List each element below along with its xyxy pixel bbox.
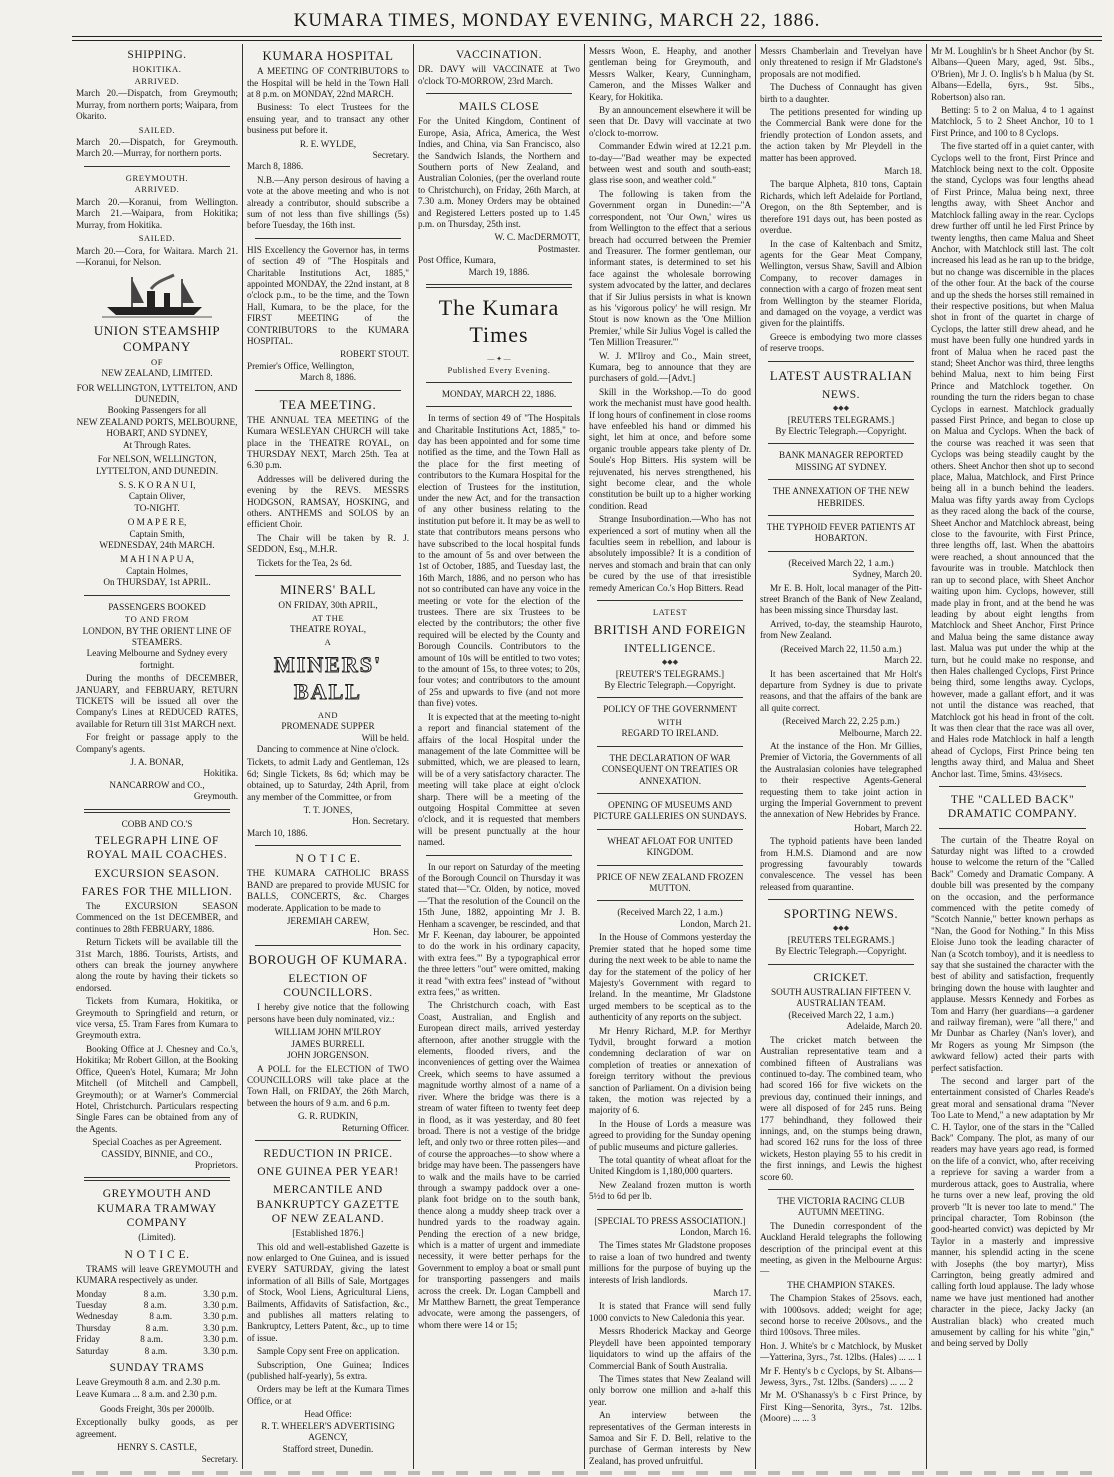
hospital-secretary: Secretary. bbox=[372, 149, 409, 160]
result-1: Hon. J. White's br c Matchlock, by Musket—Yatterina, 3yrs., 7st. 12lbs. (Hales) ... ... 1 bbox=[760, 1340, 922, 1363]
notice-heading: N O T I C E. bbox=[295, 853, 361, 866]
union-booking: Booking Passengers for all bbox=[107, 405, 207, 416]
dateline-london-2: London, March 16. bbox=[680, 1227, 751, 1238]
union-of: OF bbox=[150, 356, 164, 367]
sporting-news-heading: SPORTING NEWS. bbox=[783, 906, 899, 922]
result-3: Mr M. O'Shanassy's b c First Prince, by First King—Senorita, 3yrs., 7st. 12lbs. (Moore) ... ... 3 bbox=[760, 1390, 922, 1424]
electric-telegraph-2: By Electric Telegraph.—Copyright. bbox=[775, 946, 907, 957]
tramway-heading: GREYMOUTH AND KUMARA TRAMWAY COMPANY bbox=[97, 1188, 217, 1229]
miners-ball-date: ON FRIDAY, 30th APRIL, bbox=[278, 600, 378, 611]
agent-2: NANCARROW and CO., bbox=[109, 779, 205, 790]
editorial-p1: In terms of section 49 of "The Hospitals and Charitable Institutions Act, 1885," to-day has been appointed and for some time notified as the time, and the Town Hall as the place for the first meeting of contributors to the Kumara Hospital for the election of Trustees for the institution, under the new Act, and for the transaction of any other business relating to the institution put before it. It may be as well to state that contributors means persons who have subscribed to the local hospital funds to the amount of 5s and over between the 1st of October, 1885, and Tuesday last, the 16th March, 1886, and no person who has not so contributed can have any voice in the meeting or vote for the election of the trustees. There are six Trustees to be elected by the contributors; the other five required will be elected by the County and Borough Councils. Contributors to the amount of 10s will be entitled to two votes; to the amount of 15s, to three votes; to 20s, four votes; and contributors to the amount of 25s and upwards to five (and not more than five) votes. bbox=[418, 413, 580, 709]
table-row: Thursday 8 a.m. 3.30 p.m. bbox=[76, 1322, 238, 1333]
tramway-secretary: Secretary. bbox=[201, 1453, 238, 1464]
miners-ball-and: AND bbox=[317, 709, 339, 720]
sailed-label: SAILED. bbox=[138, 233, 176, 244]
sunday-trams-heading: SUNDAY TRAMS bbox=[109, 1362, 205, 1374]
union-nelson: For NELSON, WELLINGTON, LYTTELTON, AND DUNEDIN. bbox=[95, 454, 219, 476]
col4-p17: An interview between the representatives of the German interests in Samoa and Sir F. D. Bell, relative to the purchase of German interests by New Zealand, has proved unfruitful. bbox=[589, 1410, 751, 1466]
mercantile-p1: This old and well-established Gazette is now enlarged to One Guinea, and is issued EVERY SATURDAY, giving the latest information of all Bills of Sale, Mortgages of Stock, Wool Liens, Agricultural Liens, Bailments, Affidavits of Satisfaction, &c., and publishes all matters relating to Bankruptcy, Letters Patent, &c., up to time of issue. bbox=[247, 1241, 409, 1343]
shipping-heading: SHIPPING. bbox=[127, 49, 187, 61]
col6-p4: The curtain of the Theatre Royal on Saturday night was lifted to a crowded house to welcome the return of the "Called Back" Comedy and Dramatic Company. A double bill was presented by the company on the occasion, and the performance commenced with the petite comedy of "Scotch Nannie," better known perhaps as "Nan, the Good for Nothing." In this Miss Eloise Juno took the leading character of Nan (a Scotch tomboy), and it is needless to say that she sustained the character with the best of ability and satisfaction, frequently bringing down the house with laughter and applause. Messrs Kennedy and Forbes as Tom and Harry (her guardians—a gardener and railway fireman), were "all there," and Mr Dunbar as Charley (Nan's lover), and Mr Rogers as young Mr Simpson (the awkward fellow) acted their parts with perfect satisfaction. bbox=[931, 834, 1094, 1073]
telegraph-line-heading: TELEGRAPH LINE OF ROYAL MAIL COACHES. bbox=[86, 835, 228, 862]
col4-p5: W. J. M'Ilroy and Co., Main street, Kumara, beg to announce that they are purchasers of gold.—[Advt.] bbox=[589, 350, 751, 384]
reuters-label: [REUTER'S TELEGRAMS.] bbox=[615, 668, 725, 679]
union-ports: NEW ZEALAND PORTS, MELBOURNE, HOBART, AND SYDNEY, bbox=[76, 416, 238, 439]
column-2 bbox=[243, 44, 414, 1469]
col5-p10: At the instance of the Hon. Mr Gillies, Premier of Victoria, the Governments of all the Australasian colonies have telegraphed to their respective Agents-General requesting them to take joint action in urging the Imperial Government to prevent the annexation of New Hebrides by France. bbox=[760, 740, 922, 820]
col5-p7: Mr E. B. Holt, local manager of the Pitt-street Branch of the Bank of New Zealand, has been missing since Thursday last. bbox=[760, 582, 922, 616]
miners-ball-date-signed: March 10, 1886. bbox=[247, 827, 308, 838]
table-row: Wednesday 8 a.m. 3.30 p.m. bbox=[76, 1311, 238, 1322]
vaccination-text: DR. DAVY will VACCINATE at Two o'clock TO-MORROW, 23rd March. bbox=[418, 64, 580, 86]
steamship-icon bbox=[102, 273, 212, 319]
electric-telegraph: By Electric Telegraph.—Copyright. bbox=[604, 680, 736, 691]
greymouth-heading: GREYMOUTH. bbox=[125, 172, 189, 183]
press-association: [SPECIAL TO PRESS ASSOCIATION.] bbox=[594, 1215, 746, 1226]
governor-signature: ROBERT STOUT. bbox=[340, 349, 409, 360]
editorial-p4: The Christchurch coach, with East Coast, Australian, and English and European direct mails, arrived yesterday afternoon, after another struggle with the elements, flooded rivers, and the inconveniences of getting over the Waimea Creek, which seems to have assumed a magnitude worthy almost of a name of a river. Where the bridge was there is a stream of water fifteen to twenty feet deep in flood, as it was yesterday, and 80 feet broad. There is not a vestige of the bridge left, and only two or three rotten piles—and of course the approaches—to show where a bridge may have been. The passengers have to walk and the mails have to be carried through a swampy paddock over a one-plank foot bridge on to the south bank, thence along a muddy sheep track over a hundred yards to the roadway again. Pending the erection of a new bridge, which is a matter of urgent and immediate necessity, it were better perhaps for the Government to employ a boat or small punt for transporting passengers and mails across the creek. Dr. Logan Campbell and Mr Matthew Barnett, the great Temperance advocate, were among the passengers, of whom there were 14 or 15; bbox=[418, 1000, 580, 1330]
dateline-march-22: March 22. bbox=[884, 655, 922, 666]
excursion-p5: Special Coaches as per Agreement. bbox=[92, 1137, 222, 1148]
col4-p12: New Zealand frozen mutton is worth 5½d to 6d per lb. bbox=[589, 1179, 751, 1202]
election-signature: G. R. RUDKIN, bbox=[298, 1111, 358, 1122]
nominee-2: JAMES BURRELL bbox=[291, 1038, 365, 1049]
col6-p3: The five started off in a quiet canter, with Cyclops well to the front, First Prince and Matchlock being next to the colt. Opposite the stand, Cyclops was four lengths ahead of First Prince, Malua being next, three lengths away, with Sheet Anchor and Matchlock falling away in the rear. Cyclops drew further off until he led First Prince by twenty lengths, then came Malua and Sheet Anchor, with Matchlock still last. The colt increased his lead as he ran up to the bridge, but no change was discernible in the places of the other four. At the back of the course and up the sheds the horses still remained in their respective positions, but when Malua shot in front of the quartet in charge of Cyclops, the latter still drew ahead, and he must have been fully one hundred yards in front of Malua when he raced past the stand; Sheet Anchor was third, three lengths behind Malua, next to him being First Prince and Matchlock together. On rounding the turn the riders began to chase Cyclops in earnest. Matchlock gradually passed First Prince, and began to close up on Malua and Cyclops. When the back of the course was reached it was seen that Cyclops was being steadily caught by the others. Sheet Anchor then shot up to second place, Malua, Matchlock, and First Prince being all in a bunch behind the leaders. Malua was fifty yards away from Cyclops as they raced along the back of the course, Sheet Anchor and Matchlock abreast, being close to the favourite, with First Prince, three lengths off, last. When the abattoirs were reached, a shout announced that the favourite was in trouble. Matchlock then ran up to second place, with Sheet Anchor waiting upon him. Cyclops, however, still made play in front, and at the bend he was leading by about eight lengths from Matchlock and Sheet Anchor, First Prince and Malua being the same distance away last. Malua was put under the whip at the turn, but he could make no response, and then Hales challenged Cyclops, First Prince being third, some lengths away. Cyclops, however, made a gallant effort, and it was not until the distance was reached, that Matchlock got his head in front of the colt. It was then clear that the race was all over, and Hales rode Matchlock in half a length ahead of Cyclops, First Prince being ten lengths away third, and Malua and Sheet Anchor last. Time, 5mins. 43½secs. bbox=[931, 141, 1094, 779]
passengers-to-from: TO AND FROM bbox=[124, 613, 190, 624]
mercantile-p3: Subscription, One Guinea; Indices (published half-yearly), 5s extra. bbox=[247, 1359, 409, 1382]
tea-p1: THE ANNUAL TEA MEETING of the Kumara WESLEYAN CHURCH will take place in the THEATRE ROYAL, on THURSDAY NEXT, March 25th. Tea at 6.30 p.m. bbox=[247, 414, 409, 471]
miners-ball-tickets: Tickets, to admit Lady and Gentleman, 12s 6d; Single Tickets, 8s 6d; which may be obtained, up to Saturday, 24th April, from any member of the Committee, or from bbox=[247, 757, 409, 802]
received-1: (Received March 22, 1 a.m.) bbox=[788, 557, 894, 568]
intelligence-heading: INTELLIGENCE. bbox=[624, 642, 716, 655]
brass-band-text: THE KUMARA CATHOLIC BRASS BAND are prepared to provide MUSIC for BALLS, CONCERTS, &c. Charges moderate. Application to be made to bbox=[247, 868, 409, 913]
col4-p2: By an announcement elsewhere it will be seen that Dr. Davy will vaccinate at two o'clock to-morrow. bbox=[589, 105, 751, 138]
mercantile-address: Stafford street, Dunedin. bbox=[282, 1443, 374, 1454]
col5-p6: Greece is embodying two more classes of reserve troops. bbox=[760, 331, 922, 354]
koranui-when: TO-NIGHT. bbox=[134, 502, 180, 513]
col4-p4: The following is taken from the Government organ in Dunedin:—"A correspondent, not 'Our Own,' wires us from Wellington to the effect that a serious breach had occurred between the Premier and Treasurer. The former gentleman, our informant states, is determined to set his face against the wholesale borrowing system advocated by the latter, and declares that if Sir Julius persists in what is known as his 'vigorous policy' he will resign. Mr Stout is now known as the 'One Million Premier,' while Sir Julius Vogel is called the 'Ten Million Treasurer.'" bbox=[589, 188, 751, 348]
col4-p15: Messrs Rhoderick Mackay and George Pleydell have been appointed temporary liquidators to wind up the affairs of the Commercial Bank of South Australia. bbox=[589, 1326, 751, 1371]
headline-typhoid: THE TYPHOID FEVER PATIENTS AT HOBARTON. bbox=[766, 522, 916, 544]
borough-heading: BOROUGH OF KUMARA. bbox=[248, 951, 408, 967]
col4-p7: Strange Insubordination.—Who has not experienced a sort of mutiny when all the faculties seem in rebellion, and labour is absolutely impossible? It is a condition of nerves and stomach and brain that can only be cured by the use of that irresistible remedy American Co.'s Hop Bitters. Read bbox=[589, 514, 751, 593]
result-2: Mr F. Henty's b c Cyclops, by St. Albans—Jewess, 3yrs., 7st. 12lbs. (Sanders) ... ... 2 bbox=[760, 1365, 922, 1388]
agent-1-place: Hokitika. bbox=[203, 768, 238, 779]
excursion-p2: Return Tickets will be available till the 31st March, 1886. Tourists, Artists, and others can break the journey anywhere along the route by having their tickets so endorsed. bbox=[76, 937, 238, 993]
tea-meeting-heading: TEA MEETING. bbox=[279, 396, 377, 412]
returning-officer: Returning Officer. bbox=[341, 1122, 409, 1133]
table-row: Saturday 8 a.m. 3.30 p.m. bbox=[76, 1345, 238, 1356]
headline-1-with: WITH bbox=[657, 716, 683, 727]
return-tickets-text: During the months of DECEMBER, JANUARY, and FEBRUARY, RETURN TICKETS will be issued all over the Company's Lines at REDUCED RATES, available for Return till 31st MARCH next. bbox=[76, 673, 238, 729]
passengers-booked: PASSENGERS BOOKED bbox=[108, 601, 206, 612]
ornament-icon: — ✦ — bbox=[487, 354, 511, 363]
mails-date: March 19, 1886. bbox=[468, 266, 530, 277]
column-3 bbox=[414, 44, 585, 1469]
miners-ball-a: A bbox=[324, 636, 332, 647]
union-steamship-heading: UNION STEAMSHIP COMPANY bbox=[93, 322, 221, 354]
reduction-heading: REDUCTION IN PRICE. bbox=[263, 1147, 393, 1160]
goods-freight: Goods Freight, 30s per 2000lb. bbox=[99, 1404, 215, 1415]
received-1: (Received March 22, 1 a.m.) bbox=[617, 907, 723, 918]
brass-band-sec: Hon. Sec. bbox=[373, 927, 409, 938]
column-6 bbox=[927, 44, 1098, 1469]
mercantile-head-office: Head Office: bbox=[304, 1409, 352, 1420]
guinea-heading: ONE GUINEA PER YEAR! bbox=[257, 1166, 399, 1179]
published-line: Published Every Evening. bbox=[447, 365, 551, 376]
passengers-london: LONDON, BY THE ORIENT LINE OF STEAMERS. bbox=[82, 625, 232, 647]
nominee-1: WILLIAM JOHN M'ILROY bbox=[274, 1027, 382, 1038]
tramway-notice: N O T I C E. bbox=[124, 1248, 190, 1261]
greymouth-sailings: March 20.—Cora, for Waitara. March 21.—Koranui, for Nelson. bbox=[76, 245, 238, 268]
headline-1b: REGARD TO IRELAND. bbox=[621, 728, 719, 739]
bottom-edge bbox=[72, 1471, 1102, 1475]
col4-p6: Skill in the Workshop.—To do good work the mechanist must have good health. If long hours of confinement in close rooms have enfeebled his hand or dimmed his sight, let him at once, and before some organic trouble appears take plenty of Dr. Soule's Hop Bitters. His system will be rejuvenated, his nerves strengthened, his sight become clear, and the whole constitution be built up to a higher working condition. Read bbox=[589, 386, 751, 511]
hospital-meeting-text: A MEETING OF CONTRIBUTORS to the Hospital will be held in the Town Hall at 8 p.m. on MONDAY, 22nd MARCH. bbox=[247, 66, 409, 99]
omapere-captain: Captain Smith, bbox=[129, 528, 185, 539]
union-rates: At Through Rates. bbox=[123, 439, 191, 450]
governor-date: March 8, 1886. bbox=[299, 372, 357, 383]
hospital-signature: R. E. WYLDE, bbox=[299, 138, 357, 149]
post-office: Post Office, Kumara, bbox=[418, 255, 496, 266]
tea-p3: The Chair will be taken by R. J. SEDDON, Esq., M.H.R. bbox=[247, 532, 409, 555]
headline-1: POLICY OF THE GOVERNMENT bbox=[603, 704, 737, 715]
union-nz: NEW ZEALAND, LIMITED. bbox=[101, 368, 213, 379]
masthead-rule-bottom bbox=[72, 40, 1102, 41]
sunday-p2: Leave Kumara ... 8 a.m. and 2.30 p.m. bbox=[76, 1388, 218, 1399]
vrc-heading: THE VICTORIA RACING CLUB AUTUMN MEETING. bbox=[777, 1195, 905, 1218]
received-2: (Received March 22, 11.50 a.m.) bbox=[780, 643, 902, 654]
columns bbox=[72, 44, 1102, 1469]
col4-p3: Commander Edwin wired at 12.21 p.m. to-day—"Bad weather may be expected between west and south and south-east; glass rise soon, and weather cold." bbox=[589, 141, 751, 186]
masthead-rule-top bbox=[72, 36, 1102, 37]
tram-table bbox=[76, 1289, 238, 1357]
hokitika-sailings: March 20.—Dispatch, for Greymouth. March 20.—Murray, for northern ports. bbox=[76, 137, 238, 159]
miners-ball-theatre: THEATRE ROYAL, bbox=[289, 624, 367, 635]
dateline-march-17: March 17. bbox=[713, 1288, 751, 1299]
mercantile-p4: Orders may be left at the Kumara Times Office, or at bbox=[247, 1384, 409, 1406]
hospital-nb: N.B.—Any person desirous of having a vote at the above meeting and who is not already a contributor, should subscribe a sum of not less than five shillings (5s) before Tuesday, the 16th inst. bbox=[247, 174, 409, 231]
koranui-captain: Captain Oliver, bbox=[128, 491, 186, 502]
british-foreign-heading: BRITISH AND FOREIGN bbox=[593, 621, 747, 637]
hokitika-arrivals: March 20.—Dispatch, from Greymouth; Murray, from northern ports; Waipara, from Okarito. bbox=[76, 88, 238, 122]
governor-notice: HIS Excellency the Governor has, in terms of section 49 of "The Hospitals and Charitable Institutions Act, 1885," appointed MONDAY, the 22nd instant, at 8 o'clock p.m., to be the time, and the Town Hall, Kumara, to be the place, for the FIRST MEETING of the CONTRIBUTORS to the KUMARA HOSPITAL. bbox=[247, 244, 409, 347]
col4-p14: It is stated that France will send fully 1000 convicts to New Caledonia this year. bbox=[589, 1301, 751, 1323]
sunday-p1: Leave Greymouth 8 a.m. and 2.30 p.m. bbox=[76, 1377, 221, 1388]
freight-text: For freight or passage apply to the Company's agents. bbox=[76, 732, 238, 754]
dateline-london-1: London, March 21. bbox=[680, 918, 751, 929]
col4-p9: Mr Henry Richard, M.P. for Merthyr Tydvil, brought forward a motion condemning declaration of war on completion of treaties or annexation of foreign territory without the previous sanction of Parliament. On a division being taken, the motion was rejected by a majority of 6. bbox=[589, 1025, 751, 1116]
column-5 bbox=[756, 44, 927, 1469]
vaccination-heading: VACCINATION. bbox=[456, 49, 542, 61]
editorial-p3: In our report on Saturday of the meeting of the Borough Council on Thursday it was stated that—"Cr. Olden, by notice, moved—'That the resolution of the Council on the 15th June, 1882, appointing Mr J. B. Henham a scavenger, be rescinded, and that Mr F. Keenan, day labourer, be appointed to do the work in his ordinary capacity, with extra fees."' By a typographical error the three letters "out" were omitted, making it read "with extra fees" instead of "without extra fees," as written. bbox=[418, 861, 580, 998]
omapere-name: O M A P E R E, bbox=[127, 517, 187, 528]
col4-p16: The Times states that New Zealand will only borrow one million and a-half this year. bbox=[589, 1373, 751, 1407]
dateline-hobart: Hobart, March 22. bbox=[854, 822, 922, 833]
ornament-icon: ◆◆◆ bbox=[661, 657, 679, 666]
col5-p8: Arrived, to-day, the steamship Hauroto, from New Zealand. bbox=[760, 618, 922, 641]
edition-date: MONDAY, MARCH 22, 1886. bbox=[441, 388, 557, 399]
miners-ball-held: Will be held. bbox=[361, 732, 409, 743]
passengers-leave: Leaving Melbourne and Sydney every fortnight. bbox=[86, 648, 228, 670]
postmaster-name: W. C. MacDERMOTT, bbox=[494, 232, 580, 243]
tea-p2: Addresses will be delivered during the evening by the REVS. MESSRS HODGSON, RAMSAY, HOSKING, and others. ANTHEMS and SOLOS by an efficient Choir. bbox=[247, 473, 409, 530]
col5-p1: Messrs Chamberlain and Trevelyan have only threatened to resign if Mr Gladstone's proposals are not modified. bbox=[760, 46, 922, 79]
sailed-label: SAILED. bbox=[138, 124, 176, 135]
miners-ball-secretary: Hon. Secretary. bbox=[352, 816, 409, 827]
latest-label: LATEST bbox=[652, 607, 688, 618]
mahinapua-when: On THURSDAY, 1st APRIL. bbox=[103, 577, 211, 588]
col5-p2: The Duchess of Connaught has given birth to a daughter. bbox=[760, 82, 922, 104]
excursion-p3: Tickets from Kumara, Hokitika, or Greymouth to Springfield and return, or vice versa, £5. Tram Fares from Kumara to Greymouth extra. bbox=[76, 996, 238, 1041]
news-heading: NEWS. bbox=[822, 388, 860, 401]
reuters-label-2: [REUTERS TELEGRAMS.] bbox=[787, 935, 895, 945]
miners-ball-at: AT THE bbox=[311, 612, 345, 623]
hospital-date: March 8, 1886. bbox=[247, 161, 304, 172]
col6-p5: The second and larger part of the entertainment consisted of Charles Reade's great moral and sensational drama "Never Too Late to Mend," a new adaptation by Mr C. H. Taylor, one of the stars in the "Called Back" Company. The plot, as many of our readers may have years ago read, is formed on the life of a convict, who, after receiving a reprieve for saving a warder from a murderous attack, goes to Australia, where he turns over a new leaf, proving the old proverb "It is never too late to mend." The principal character, Tom Robinson (the good-hearted convict) was depicted by Mr Taylor in a masterly and impressive manner, his splendid acting in the scene with Josephs (the boy martyr), Miss Carrington, being greatly admired and calling forth loud applause. The lady whose name we have just mentioned had another character in the piece, Jacky Jacky (an Australian black) who created much amusement by calling for his white "gin," and being served by Dolly bbox=[931, 1076, 1094, 1349]
editorial-p2: It is expected that at the meeting to-night a report and financial statement of the affairs of the local Hospital under the management of the late Committee will be submitted, which, we are pleased to learn, will be of a very satisfactory character. The meeting will take place at eight o'clock sharp. There will be a meeting of the outgoing Hospital Committee at seven o'clock, and it is requested that members will be present punctually at the hour named. bbox=[418, 711, 580, 848]
union-for: FOR WELLINGTON, LYTTELTON, AND DUNEDIN, bbox=[76, 382, 238, 405]
mahinapua-name: M A H I N A P U A, bbox=[120, 554, 194, 565]
col5-p14: The Champion Stakes of 25sovs. each, with 1000sovs. added; weight for age; second horse to receive 200sovs., and the third 100sovs. Three miles. bbox=[760, 1293, 922, 1338]
mahinapua-captain: Captain Holmes, bbox=[126, 565, 188, 576]
table-row: Monday 8 a.m. 3.30 p.m. bbox=[76, 1288, 238, 1299]
excursion-signature: CASSIDY, BINNIE, and CO., bbox=[101, 1148, 213, 1159]
col4-p13: The Times states Mr Gladstone proposes to raise a loan of two hundred and twenty millions for the purpose of buying up the interests of Irish landlords. bbox=[589, 1240, 751, 1285]
col6-p2: Betting: 5 to 2 on Malua, 4 to 1 against Matchlock, 5 to 2 Sheet Anchor, 10 to 1 First Prince, and 100 to 8 Cyclops. bbox=[931, 105, 1094, 138]
table-row: Tuesday 8 a.m. 3.30 p.m. bbox=[76, 1299, 238, 1310]
mercantile-p2: Sample Copy sent Free on application. bbox=[257, 1346, 400, 1357]
col4-p11: The total quantity of wheat afloat for the United Kingdom is 1,180,000 quarters. bbox=[589, 1155, 751, 1177]
tea-p4: Tickets for the Tea, 2s 6d. bbox=[257, 557, 353, 568]
dateline-march-18: March 18. bbox=[884, 166, 922, 177]
headline-5: PRICE OF NEW ZEALAND FROZEN MUTTON. bbox=[596, 871, 744, 894]
col4-p1: Messrs Woon, E. Heaphy, and another gentleman being for Greymouth, and Messrs Walker, Keary, Cunningham, Cameron, and the Misses Walker and Keary, for Hokitika. bbox=[589, 46, 751, 102]
masthead: KUMARA TIMES, MONDAY EVENING, MARCH 22, 1886. bbox=[293, 10, 821, 31]
miners-ball-display: MINERS' BALL bbox=[273, 652, 383, 705]
excursion-heading: EXCURSION SEASON. bbox=[94, 867, 220, 880]
col5-p13: The Dunedin correspondent of the Auckland Herald telegraphs the following description of the principal event at this meeting, as given in the Melbourne Argus:— bbox=[760, 1220, 922, 1277]
greymouth-arrivals: March 20.—Koranui, from Wellington. March 21.—Waipara, from Hokitika; Murray, from Hokitika. bbox=[76, 196, 238, 230]
electric-telegraph: By Electric Telegraph.—Copyright. bbox=[775, 426, 907, 436]
headline-3: OPENING OF MUSEUMS AND PICTURE GALLERIES ON SUNDAYS. bbox=[593, 800, 747, 822]
champion-stakes-heading: THE CHAMPION STAKES. bbox=[787, 1279, 895, 1290]
brass-band-signature: JEREMIAH CAREW, bbox=[286, 916, 370, 927]
election-text: I hereby give notice that the following persons have been duly nominated, viz.: bbox=[247, 1002, 409, 1024]
cricket-heading: CRICKET. bbox=[813, 971, 869, 984]
koranui-name: S. S. K O R A N U I, bbox=[118, 479, 196, 490]
newspaper-title: The Kumara Times bbox=[438, 295, 560, 348]
column-4 bbox=[585, 44, 756, 1469]
reuters-label: [REUTERS TELEGRAMS.] bbox=[787, 414, 895, 425]
miners-ball-dance: Dancing to commence at Nine o'clock. bbox=[256, 743, 400, 754]
tramway-signature: HENRY S. CASTLE, bbox=[117, 1442, 197, 1453]
kumara-hospital-heading: KUMARA HOSPITAL bbox=[262, 48, 394, 63]
dateline-melbourne: Melbourne, March 22. bbox=[839, 727, 922, 738]
col5-p11: The typhoid patients have been landed from H.M.S. Diamond and are now progressing favourably towards convalescence. The vessel has been released from quarantine. bbox=[760, 836, 922, 892]
col5-p5: In the case of Kaltenbach and Smitz, agents for the Gear Meat Company, Wellington, versus Shaw, Savill and Albion Company, to recover damages in connection with a cargo of frozen meat sent from Wellington by the steamer Florida, and damaged on the voyage, a verdict was given for the plaintiffs. bbox=[760, 238, 922, 329]
miners-ball-signature: T. T. JONES, bbox=[303, 804, 353, 815]
received-4: (Received March 22, 1 a.m.) bbox=[788, 1009, 894, 1020]
arrived-label: ARRIVED. bbox=[134, 184, 180, 195]
premier-office: Premier's Office, Wellington, bbox=[247, 360, 355, 371]
col4-p8: In the House of Commons yesterday the Premier stated that he hoped some time during the next week to be able to name the day for the statement of the policy of her Majesty's Government with regard to Ireland. In the meantime, Mr Gladstone urged members to be sceptical as to the authenticity of any reports on the subject. bbox=[589, 932, 751, 1023]
ornament-icon: ◆◆◆ bbox=[832, 403, 850, 412]
goods-bulky: Exceptionally bulky goods, as per agreement. bbox=[76, 1417, 238, 1439]
ornament-icon: ◆◆◆ bbox=[832, 924, 850, 933]
postmaster-title: Postmaster. bbox=[537, 243, 580, 254]
col5-p9: It has been ascertained that Mr Holt's departure from Sydney is due to private reasons, and that the affairs of the bank are all quite correct. bbox=[760, 668, 922, 713]
poll-text: A POLL for the ELECTION of TWO COUNCILLORS will take place at the Town Hall, on FRIDAY, the 26th March, between the hours of 9 a.m. and 6 p.m. bbox=[247, 1063, 409, 1108]
promenade-supper: PROMENADE SUPPER bbox=[281, 721, 375, 732]
miners-ball-heading: MINERS' BALL bbox=[280, 582, 376, 598]
excursion-p4: Booking Office at J. Chesney and Co.'s, Hokitika; Mr Robert Gillon, at the Booking Office, Queen's Hotel, Kumara; Mr John Mitchell (of Mitchell and Campbell, Greymouth); or at Warner's Commercial Hotel, Christchurch. Particulars respecting Single Fares can be obtained from any of the Agents. bbox=[76, 1043, 238, 1134]
dateline-adelaide: Adelaide, March 20. bbox=[846, 1021, 922, 1032]
received-3: (Received March 22, 2.25 p.m.) bbox=[782, 716, 900, 727]
latest-australian-heading: LATEST AUSTRALIAN bbox=[769, 367, 913, 383]
mails-text: For the United Kingdom, Continent of Europe, Asia, Africa, America, the West Indies, and China, via San Francisco, also the Sandwich Islands, the Northern and Southern ports of New Zealand, and Australian Colonies, (per the overland route to Christchurch), on Friday, 26th March, at 7.30 a.m. Money Orders may be obtained and Registered Letters posted up to 1.45 p.m. on Thursday, 25th inst. bbox=[418, 116, 580, 229]
agent-1: J. A. BONAR, bbox=[130, 756, 184, 767]
agent-2-place: Greymouth. bbox=[193, 791, 238, 802]
omapere-when: WEDNESDAY, 24th MARCH. bbox=[99, 539, 215, 550]
excursion-p1: The EXCURSION SEASON Commenced on the 1st DECEMBER, and continues to 28th FEBRUARY, 1886. bbox=[76, 901, 238, 934]
headline-new-hebrides: THE ANNEXATION OF THE NEW HEBRIDES. bbox=[772, 486, 910, 508]
excursion-proprietors: Proprietors. bbox=[194, 1159, 238, 1170]
table-row: Friday 8 a.m. 3.30 p.m. bbox=[76, 1334, 238, 1345]
mercantile-heading: MERCANTILE AND BANKRUPTCY GAZETTE OF NEW ZEALAND. bbox=[256, 1184, 400, 1225]
tramway-p1: TRAMS will leave GREYMOUTH and KUMARA respectively as under. bbox=[76, 1263, 238, 1286]
headline-2: THE DECLARATION OF WAR CONSEQUENT ON TREATIES OR ANNEXATION. bbox=[601, 752, 739, 786]
fares-heading: FARES FOR THE MILLION. bbox=[81, 885, 233, 898]
dateline-sydney: Sydney, March 20. bbox=[852, 569, 922, 580]
headline-bank-manager: BANK MANAGER REPORTED MISSING AT SYDNEY. bbox=[779, 450, 903, 472]
mercantile-established: [Established 1876.] bbox=[292, 1228, 364, 1239]
col4-p10: In the House of Lords a measure was agreed to providing for the Sunday opening of public museums and picture galleries. bbox=[589, 1118, 751, 1152]
col6-p1: Mr M. Loughlin's br h Sheet Anchor (by St. Albans—Queen Mary, aged, 9st. 5lbs., O'Brien), Mr J. O. Inglis's b h Malua (by St. Albans—Edella, 6yrs., 9st. 5lbs., Robertson) also ran. bbox=[931, 46, 1094, 102]
cricket-subheading: SOUTH AUSTRALIAN FIFTEEN V. AUSTRALIAN TEAM. bbox=[770, 987, 912, 1009]
hospital-business-text: Business: To elect Trustees for the ensuing year, and to transact any other business put before it. bbox=[247, 102, 409, 136]
mails-heading: MAILS CLOSE bbox=[458, 101, 540, 114]
col5-p4: The barque Alpheta, 810 tons, Captain Richards, which left Adelaide for Portland, Oregon, on the 8th September, and is therefore 191 days out, has been posted as overdue. bbox=[760, 179, 922, 236]
arrived-label: ARRIVED. bbox=[134, 75, 180, 86]
nominee-3: JOHN JORGENSON. bbox=[287, 1050, 369, 1061]
mercantile-agency: R. T. WHEELER'S ADVERTISING AGENCY, bbox=[261, 1420, 395, 1443]
column-1 bbox=[72, 44, 243, 1469]
hokitika-heading: HOKITIKA. bbox=[132, 64, 182, 75]
headline-4: WHEAT AFLOAT FOR UNITED KINGDOM. bbox=[607, 835, 733, 858]
col5-p3: The petitions presented for winding up the Commercial Bank were done for the friendly protection of London assets, and the action taken by Mr Pleydell in the matter has been approved. bbox=[760, 107, 922, 163]
cobb-heading: COBB AND CO.'S bbox=[121, 818, 193, 829]
called-back-heading: THE "CALLED BACK" DRAMATIC COMPANY. bbox=[947, 794, 1078, 821]
tramway-limited: (Limited). bbox=[138, 1232, 176, 1243]
election-heading: ELECTION OF COUNCILLORS. bbox=[283, 972, 373, 1000]
col5-p12: The cricket match between the Australian representative team and a combined fifteen of Australians was continued to-day. The combined team, who had scored 166 for five wickets on the previous day, continued their innings, and were all disposed of for 245 runs. Being 177 behindhand, they followed their innings, and, on the stumps being drawn, had scored 162 runs for the loss of three wickets, Heston playing 55 to his credit in the first innings, and Lewis the highest score 60. bbox=[760, 1034, 922, 1182]
